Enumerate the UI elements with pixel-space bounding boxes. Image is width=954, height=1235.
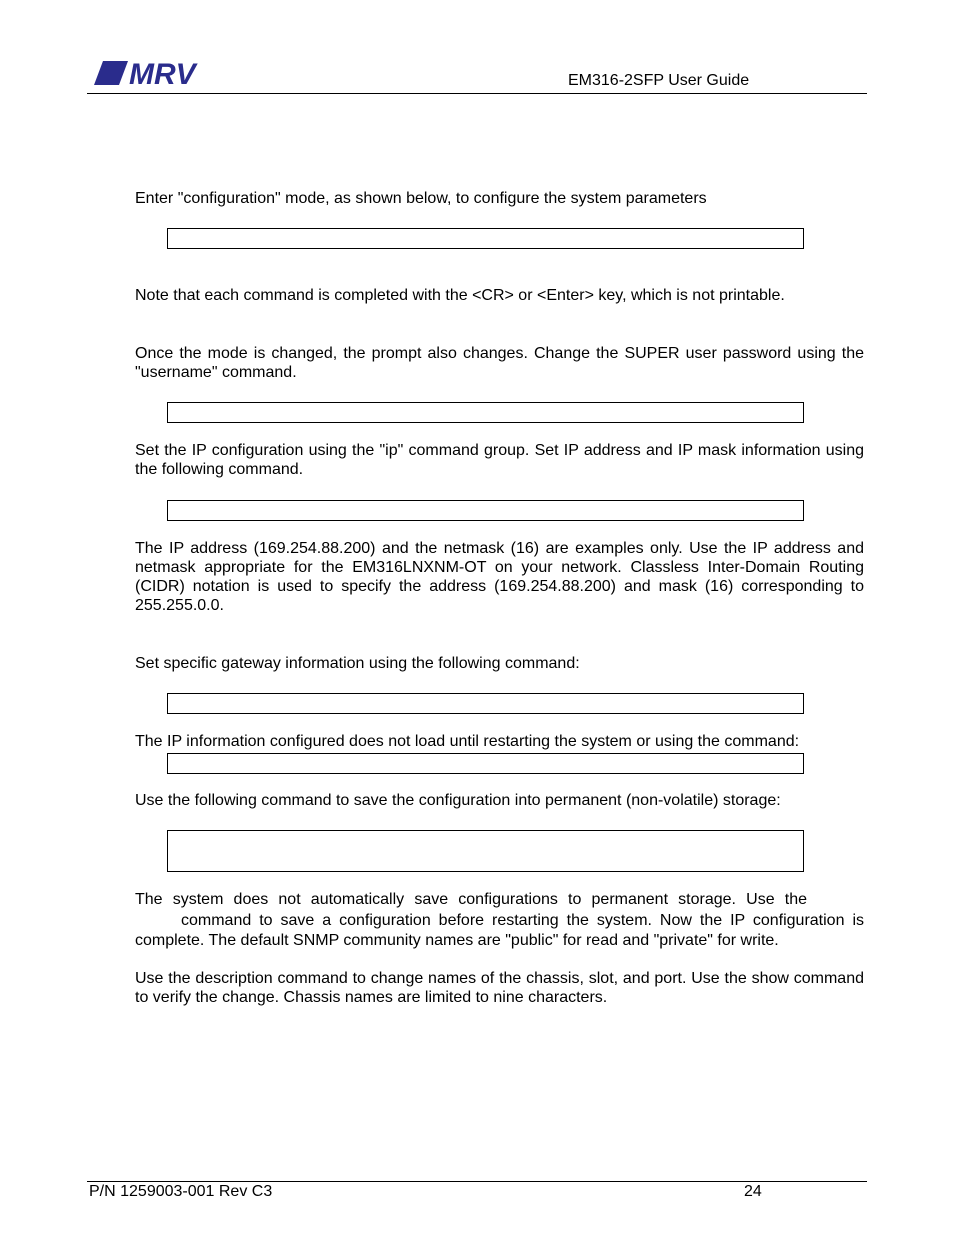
paragraph-username: Once the mode is changed, the prompt also changes. Change the SUPER user password using the "username" command.: [135, 345, 864, 381]
paragraph-enter-config: Enter "configuration" mode, as shown below, to configure the system parameters: [135, 190, 707, 207]
document-title: EM316-2SFP User Guide: [568, 72, 750, 89]
paragraph-description: Use the description command to change names of the chassis, slot, and port. Use the show command to verify the change. Chassis names are limited to nine characters.: [135, 970, 864, 1006]
logo-text: MRV: [129, 58, 196, 86]
permanent-storage-line-1: The system does not automatically save configurations to permanent storage. Use the: [135, 891, 807, 908]
paragraph-ip-config: Set the IP configuration using the "ip" command group. Set IP address and IP mask information using the following command.: [135, 442, 864, 478]
paragraph-gateway: Set specific gateway information using the following command:: [135, 655, 580, 672]
command-box-gateway: [167, 693, 804, 714]
page-number: 24: [744, 1183, 762, 1200]
permanent-storage-line-2: command to save a configuration before restarting the system. Now the IP configuration is: [181, 912, 864, 929]
command-box-username: [167, 402, 804, 423]
paragraph-save: Use the following command to save the configuration into permanent (non-volatile) storage:: [135, 792, 781, 809]
paragraph-reload: The IP information configured does not load until restarting the system or using the command:: [135, 733, 800, 750]
part-number: P/N 1259003-001 Rev C3: [89, 1183, 273, 1200]
permanent-storage-line-3: complete. The default SNMP community names are "public" for read and "private" for write.: [135, 932, 779, 949]
command-box-ip-address: [167, 500, 804, 521]
paragraph-cidr: The IP address (169.254.88.200) and the netmask (16) are examples only. Use the IP address and netmask appropriate for the EM316LNXNM-OT on your network. Classless Inter-Domain Routing (CIDR) notation is used to specify the address (169.254.88.200) and mask (16) corresponding to 255.255.0.0.: [135, 540, 864, 614]
command-box-save: [167, 830, 804, 872]
header-divider: [87, 93, 867, 94]
paragraph-cr-note: Note that each command is completed with the <CR> or <Enter> key, which is not printable.: [135, 287, 785, 304]
command-box-configuration: [167, 228, 804, 249]
mrv-logo: [94, 58, 214, 86]
paragraph-permanent-storage: [135, 890, 864, 950]
command-box-reload: [167, 753, 804, 774]
footer-divider: [87, 1181, 867, 1182]
